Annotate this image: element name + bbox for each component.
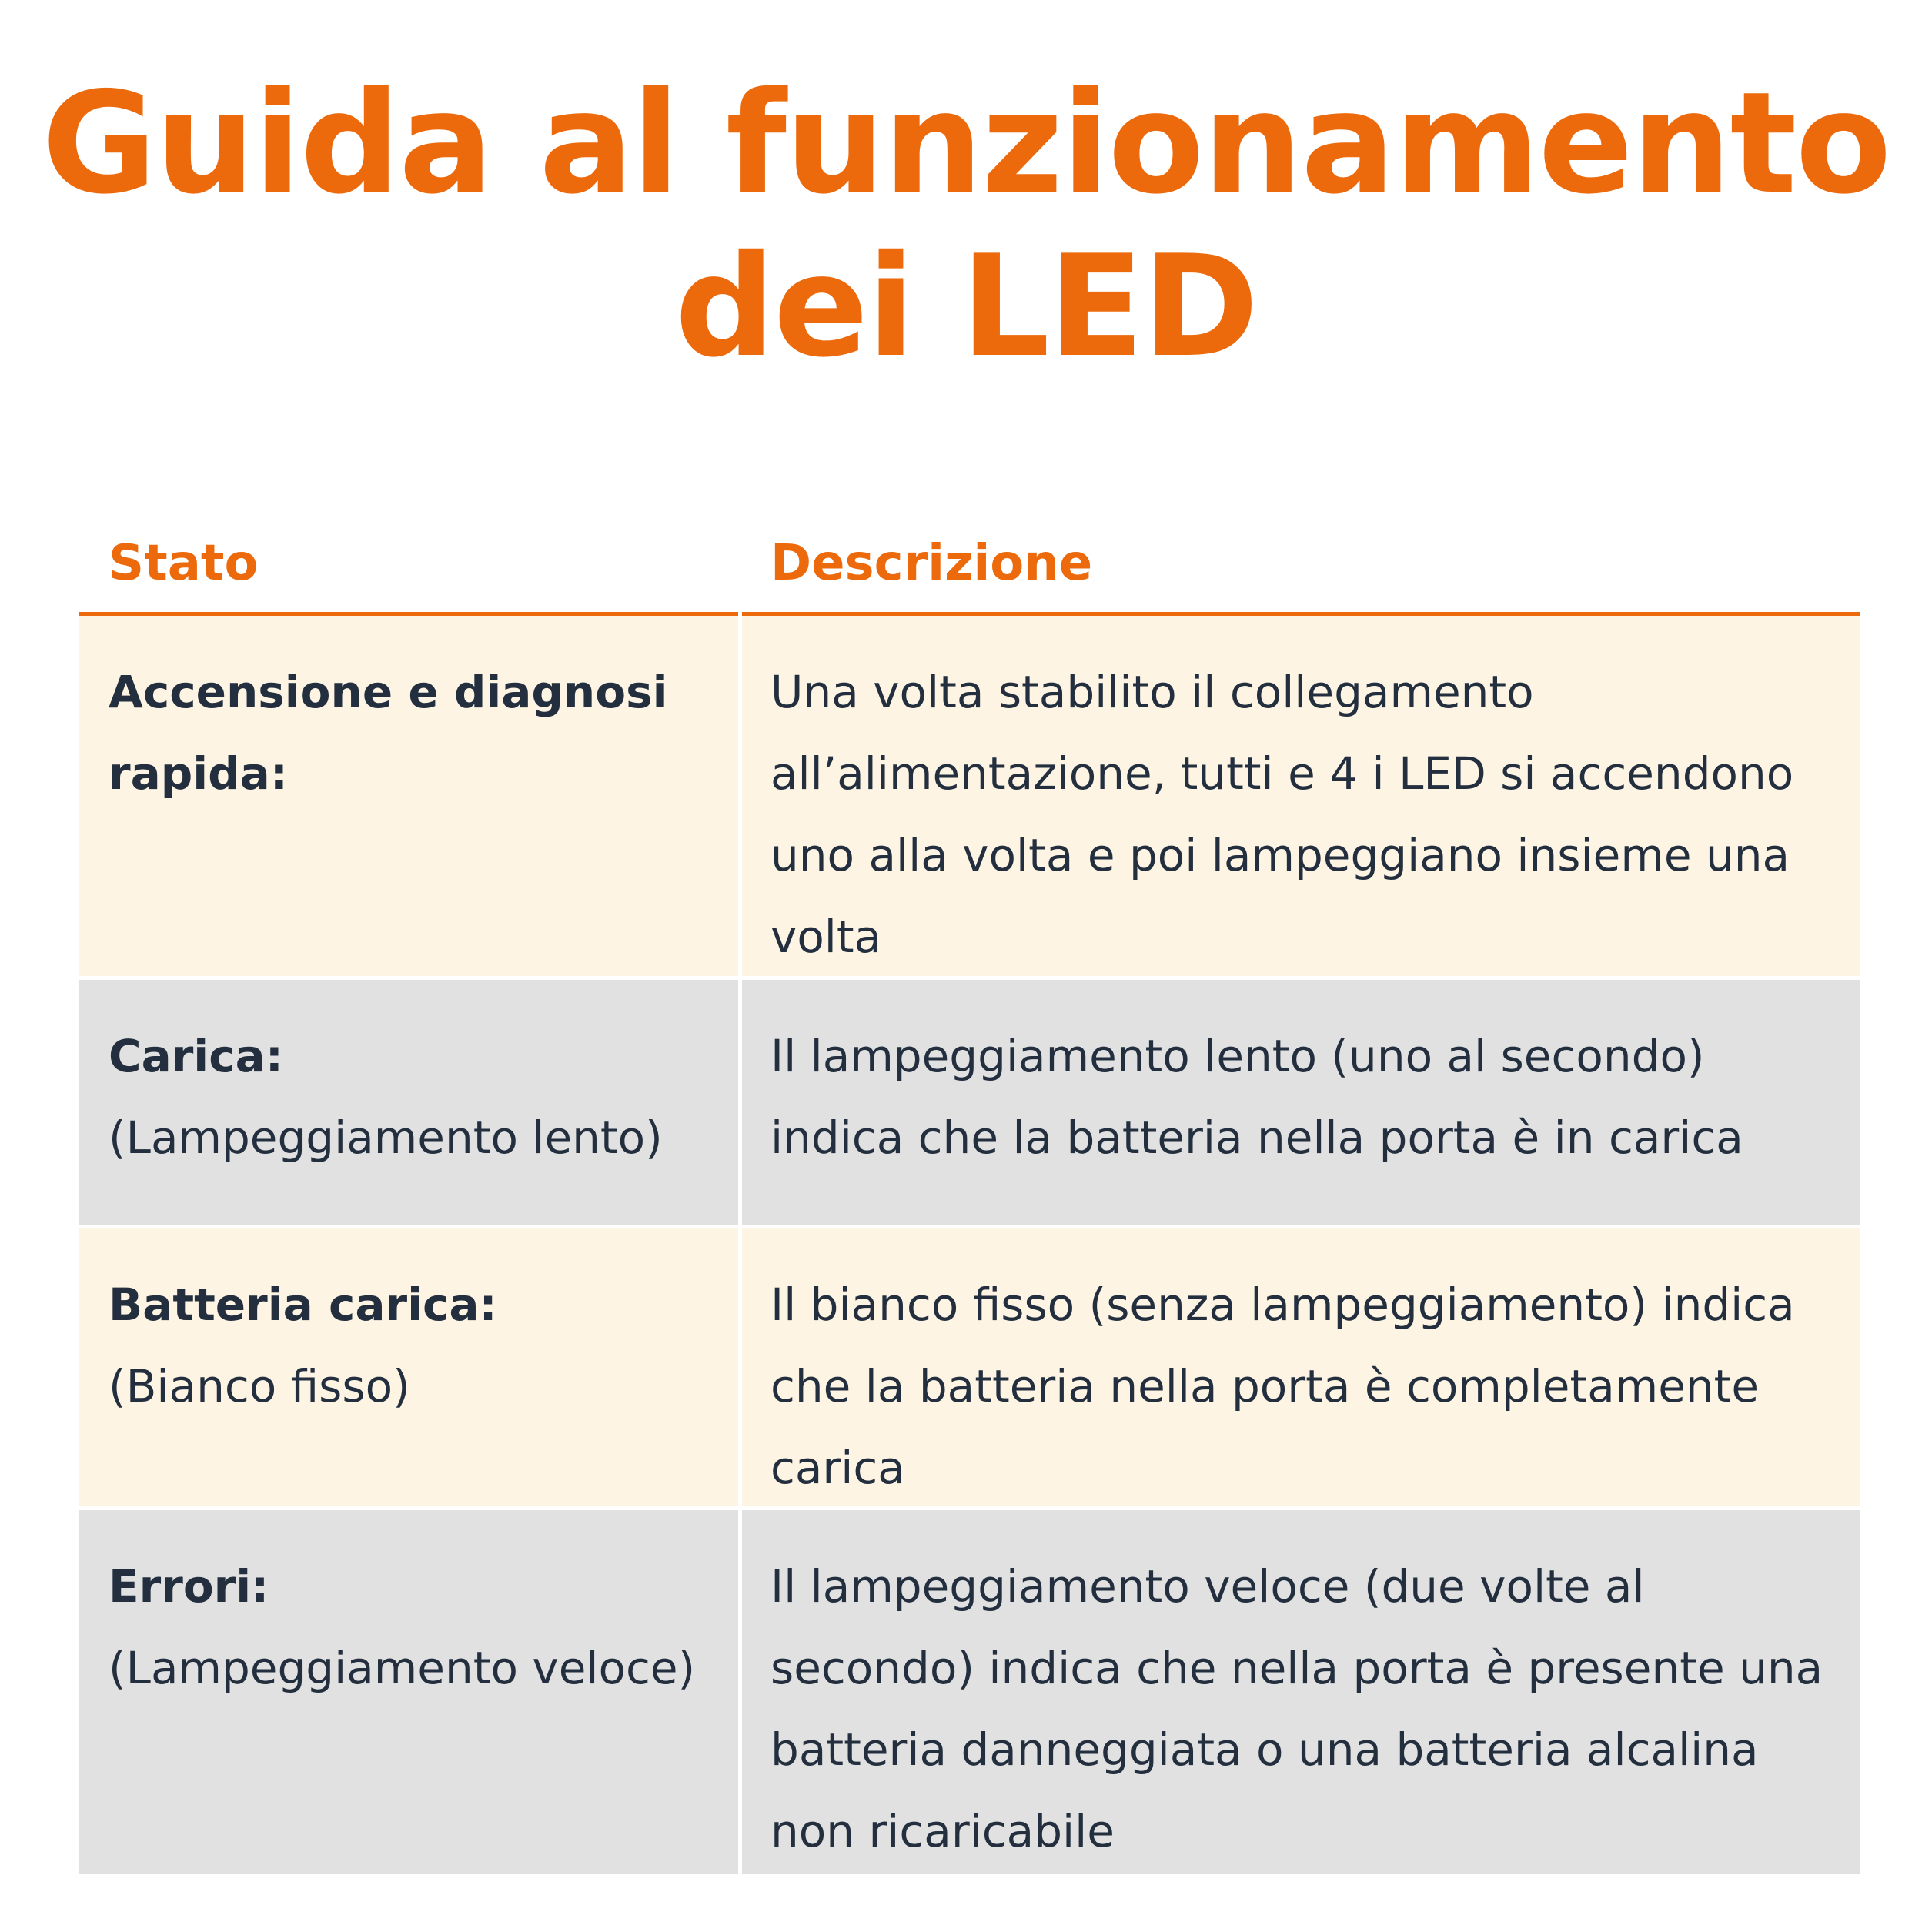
state-subtitle: (Bianco fisso) <box>109 1360 410 1412</box>
state-cell <box>79 980 738 1225</box>
description-cell: Il lampeggiamento veloce (due volte al secondo) indica che nella porta è presente una batteria danneggiata o una batteria alcalina non ricaricabile <box>738 1510 1860 1874</box>
state-cell <box>79 1228 738 1506</box>
state-cell <box>79 616 738 976</box>
table-row <box>79 1506 1860 1874</box>
table-row <box>79 616 1860 976</box>
led-guide-table <box>79 516 1860 1874</box>
state-title: Batteria carica: <box>109 1279 497 1331</box>
header-state: Stato <box>109 535 259 592</box>
state-title: Accensione e diagnosi rapida: <box>109 666 668 800</box>
header-description: Descrizione <box>770 535 1093 592</box>
table-row <box>79 1225 1860 1506</box>
header-column-divider <box>738 607 742 616</box>
page-title <box>0 62 1932 388</box>
description-cell: Il lampeggiamento lento (uno al secondo) indica che la batteria nella porta è in carica <box>738 980 1860 1225</box>
table-row <box>79 976 1860 1225</box>
state-subtitle: (Lampeggiamento veloce) <box>109 1642 696 1694</box>
page-title-line-1: Guida al funzionamento <box>42 62 1890 225</box>
state-cell <box>79 1510 738 1874</box>
page-title-line-2: dei LED <box>674 225 1258 388</box>
table-header <box>79 516 1860 616</box>
description-cell: Una volta stabilito il collegamento all’alimentazione, tutti e 4 i LED si accendono uno alla volta e poi lampeggiano insieme una volta <box>738 616 1860 976</box>
state-title: Errori: <box>109 1560 269 1613</box>
state-subtitle: (Lampeggiamento lento) <box>109 1111 663 1164</box>
state-title: Carica: <box>109 1030 283 1082</box>
description-cell: Il bianco fisso (senza lampeggiamento) indica che la batteria nella porta è completamente carica <box>738 1228 1860 1506</box>
